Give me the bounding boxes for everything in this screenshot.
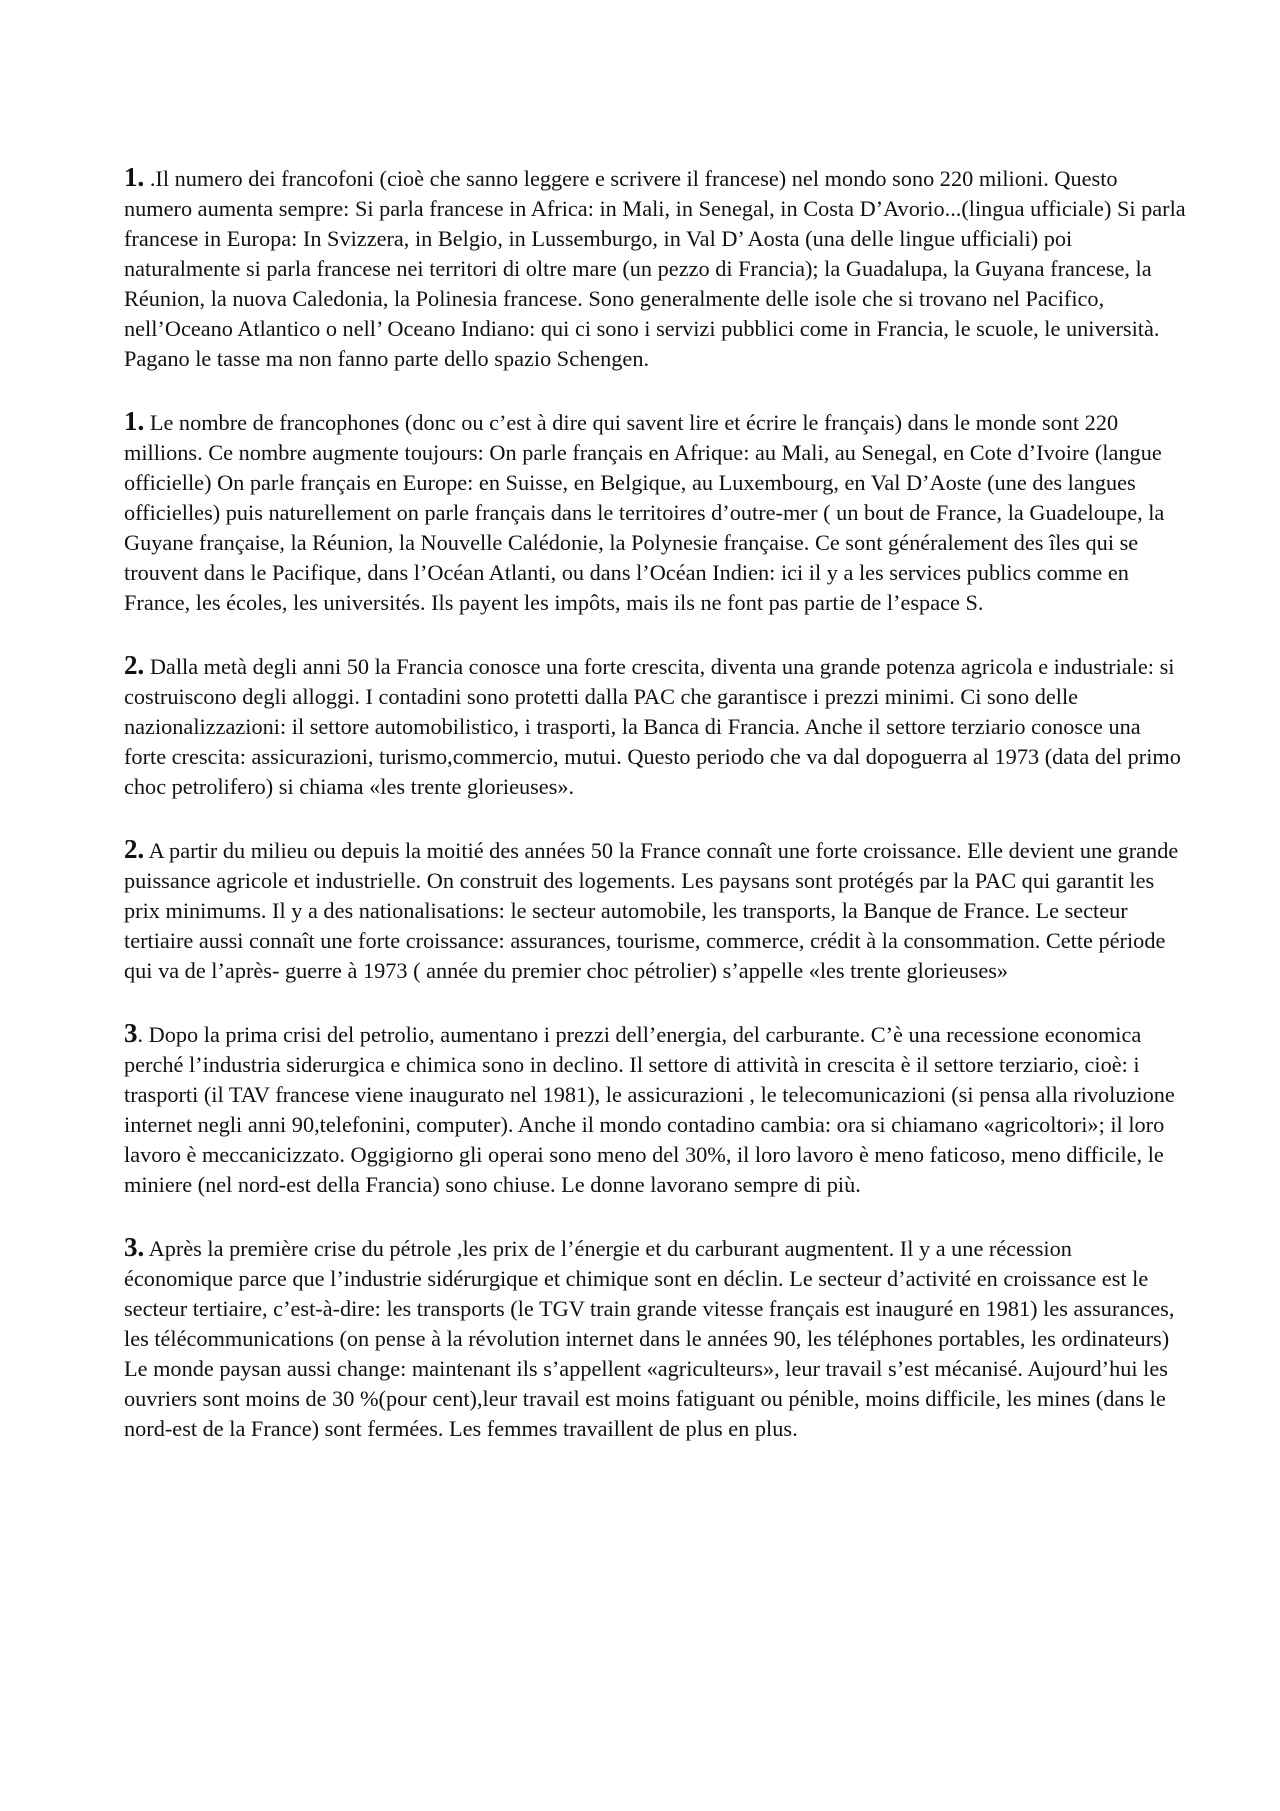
paragraph-number: 1. xyxy=(124,162,145,192)
paragraph-1-french xyxy=(124,406,1186,618)
paragraph-text: A partir du milieu ou depuis la moitié des années 50 la France connaît une forte croissance. Elle devient une grande puissance agricole et industrielle. On construit des logements. Les paysans sont protégés par la PAC qui garantit les prix minimums. Il y a des nationalisations: le secteur automobile, les transports, la Banque de France. Le secteur tertiaire aussi connaît une forte croissance: assurances, tourisme, commerce, crédit à la consommation. Cette période qui va de l’après- guerre à 1973 ( année du premier choc pétrolier) s’appelle «les trente glorieuses» xyxy=(124,838,1179,983)
paragraph-1-italian xyxy=(124,162,1186,374)
paragraph-number: 3. xyxy=(124,1232,145,1262)
paragraph-3-french xyxy=(124,1232,1186,1444)
paragraph-number: 3 xyxy=(124,1018,138,1048)
paragraph-text: .Il numero dei francofoni (cioè che sanno leggere e scrivere il francese) nel mondo sono 220 milioni. Questo numero aumenta sempre: Si parla francese in Africa: in Mali, in Senegal, in Costa D’Avorio...(lingua ufficiale) Si parla francese in Europa: In Svizzera, in Belgio, in Lussemburgo, in Val D’ Aosta (una delle lingue ufficiali) poi naturalmente si parla francese nei territori di oltre mare (un pezzo di Francia); la Guadalupa, la Guyana francese, la Réunion, la nuova Caledonia, la Polinesia francese. Sono generalmente delle isole che si trovano nel Pacifico, nell’Oceano Atlantico o nell’ Oceano Indiano: qui ci sono i servizi pubblici come in Francia, le scuole, le università. Pagano le tasse ma non fanno parte dello spazio Schengen. xyxy=(124,166,1186,371)
paragraph-text: Dalla metà degli anni 50 la Francia conosce una forte crescita, diventa una grande potenza agricola e industriale: si costruiscono degli alloggi. I contadini sono protetti dalla PAC che garantisce i prezzi minimi. Ci sono delle nazionalizzazioni: il settore automobilistico, i trasporti, la Banca di Francia. Anche il settore terziario conosce una forte crescita: assicurazioni, turismo,commercio, mutui. Questo periodo che va dal dopoguerra al 1973 (data del primo choc petrolifero) si chiama «les trente glorieuses». xyxy=(124,654,1181,799)
paragraph-text: Le nombre de francophones (donc ou c’est à dire qui savent lire et écrire le français) dans le monde sont 220 millions. Ce nombre augmente toujours: On parle français en Afrique: au Mali, au Senegal, en Cote d’Ivoire (langue officielle) On parle français en Europe: en Suisse, en Belgique, au Luxembourg, en Val D’Aoste (une des langues officielles) puis naturellement on parle français dans le territoires d’outre-mer ( un bout de France, la Guadeloupe, la Guyane française, la Réunion, la Nouvelle Calédonie, la Polynesie française. Ce sont généralement des îles qui se trouvent dans le Pacifique, dans l’Océan Atlanti, ou dans l’Océan Indien: ici il y a les services publics comme en France, les écoles, les universités. Ils payent les impôts, mais ils ne font pas partie de l’espace S. xyxy=(124,410,1165,615)
paragraph-3-italian xyxy=(124,1018,1186,1200)
paragraph-number: 2. xyxy=(124,650,145,680)
paragraph-number: 2. xyxy=(124,834,145,864)
paragraph-2-french xyxy=(124,834,1186,986)
paragraph-2-italian xyxy=(124,650,1186,802)
paragraph-text: . Dopo la prima crisi del petrolio, aumentano i prezzi dell’energia, del carburante. C’è una recessione economica perché l’industria siderurgica e chimica sono in declino. Il settore di attività in crescita è il settore terziario, cioè: i trasporti (il TAV francese viene inaugurato nel 1981), le assicurazioni , le telecomunicazioni (si pensa alla rivoluzione internet negli anni 90,telefonini, computer). Anche il mondo contadino cambia: ora si chiamano «agricoltori»; il loro lavoro è meccanicizzato. Oggigiorno gli operai sono meno del 30%, il loro lavoro è meno faticoso, meno difficile, le miniere (nel nord-est della Francia) sono chiuse. Le donne lavorano sempre di più. xyxy=(124,1022,1175,1197)
paragraph-text: Après la première crise du pétrole ,les prix de l’énergie et du carburant augmentent. Il y a une récession économique parce que l’industrie sidérurgique et chimique sont en déclin. Le secteur d’activité en croissance est le secteur tertiaire, c’est-à-dire: les transports (le TGV train grande vitesse français est inauguré en 1981) les assurances, les télécommunications (on pense à la révolution internet dans le années 90, les téléphones portables, les ordinateurs) Le monde paysan aussi change: maintenant ils s’appellent «agriculteurs», leur travail s’est mécanisé. Aujourd’hui les ouvriers sont moins de 30 %(pour cent),leur travail est moins fatiguant ou pénible, moins difficile, les mines (dans le nord-est de la France) sont fermées. Les femmes travaillent de plus en plus. xyxy=(124,1236,1175,1441)
paragraph-number: 1. xyxy=(124,406,145,436)
document-body xyxy=(124,162,1186,1476)
